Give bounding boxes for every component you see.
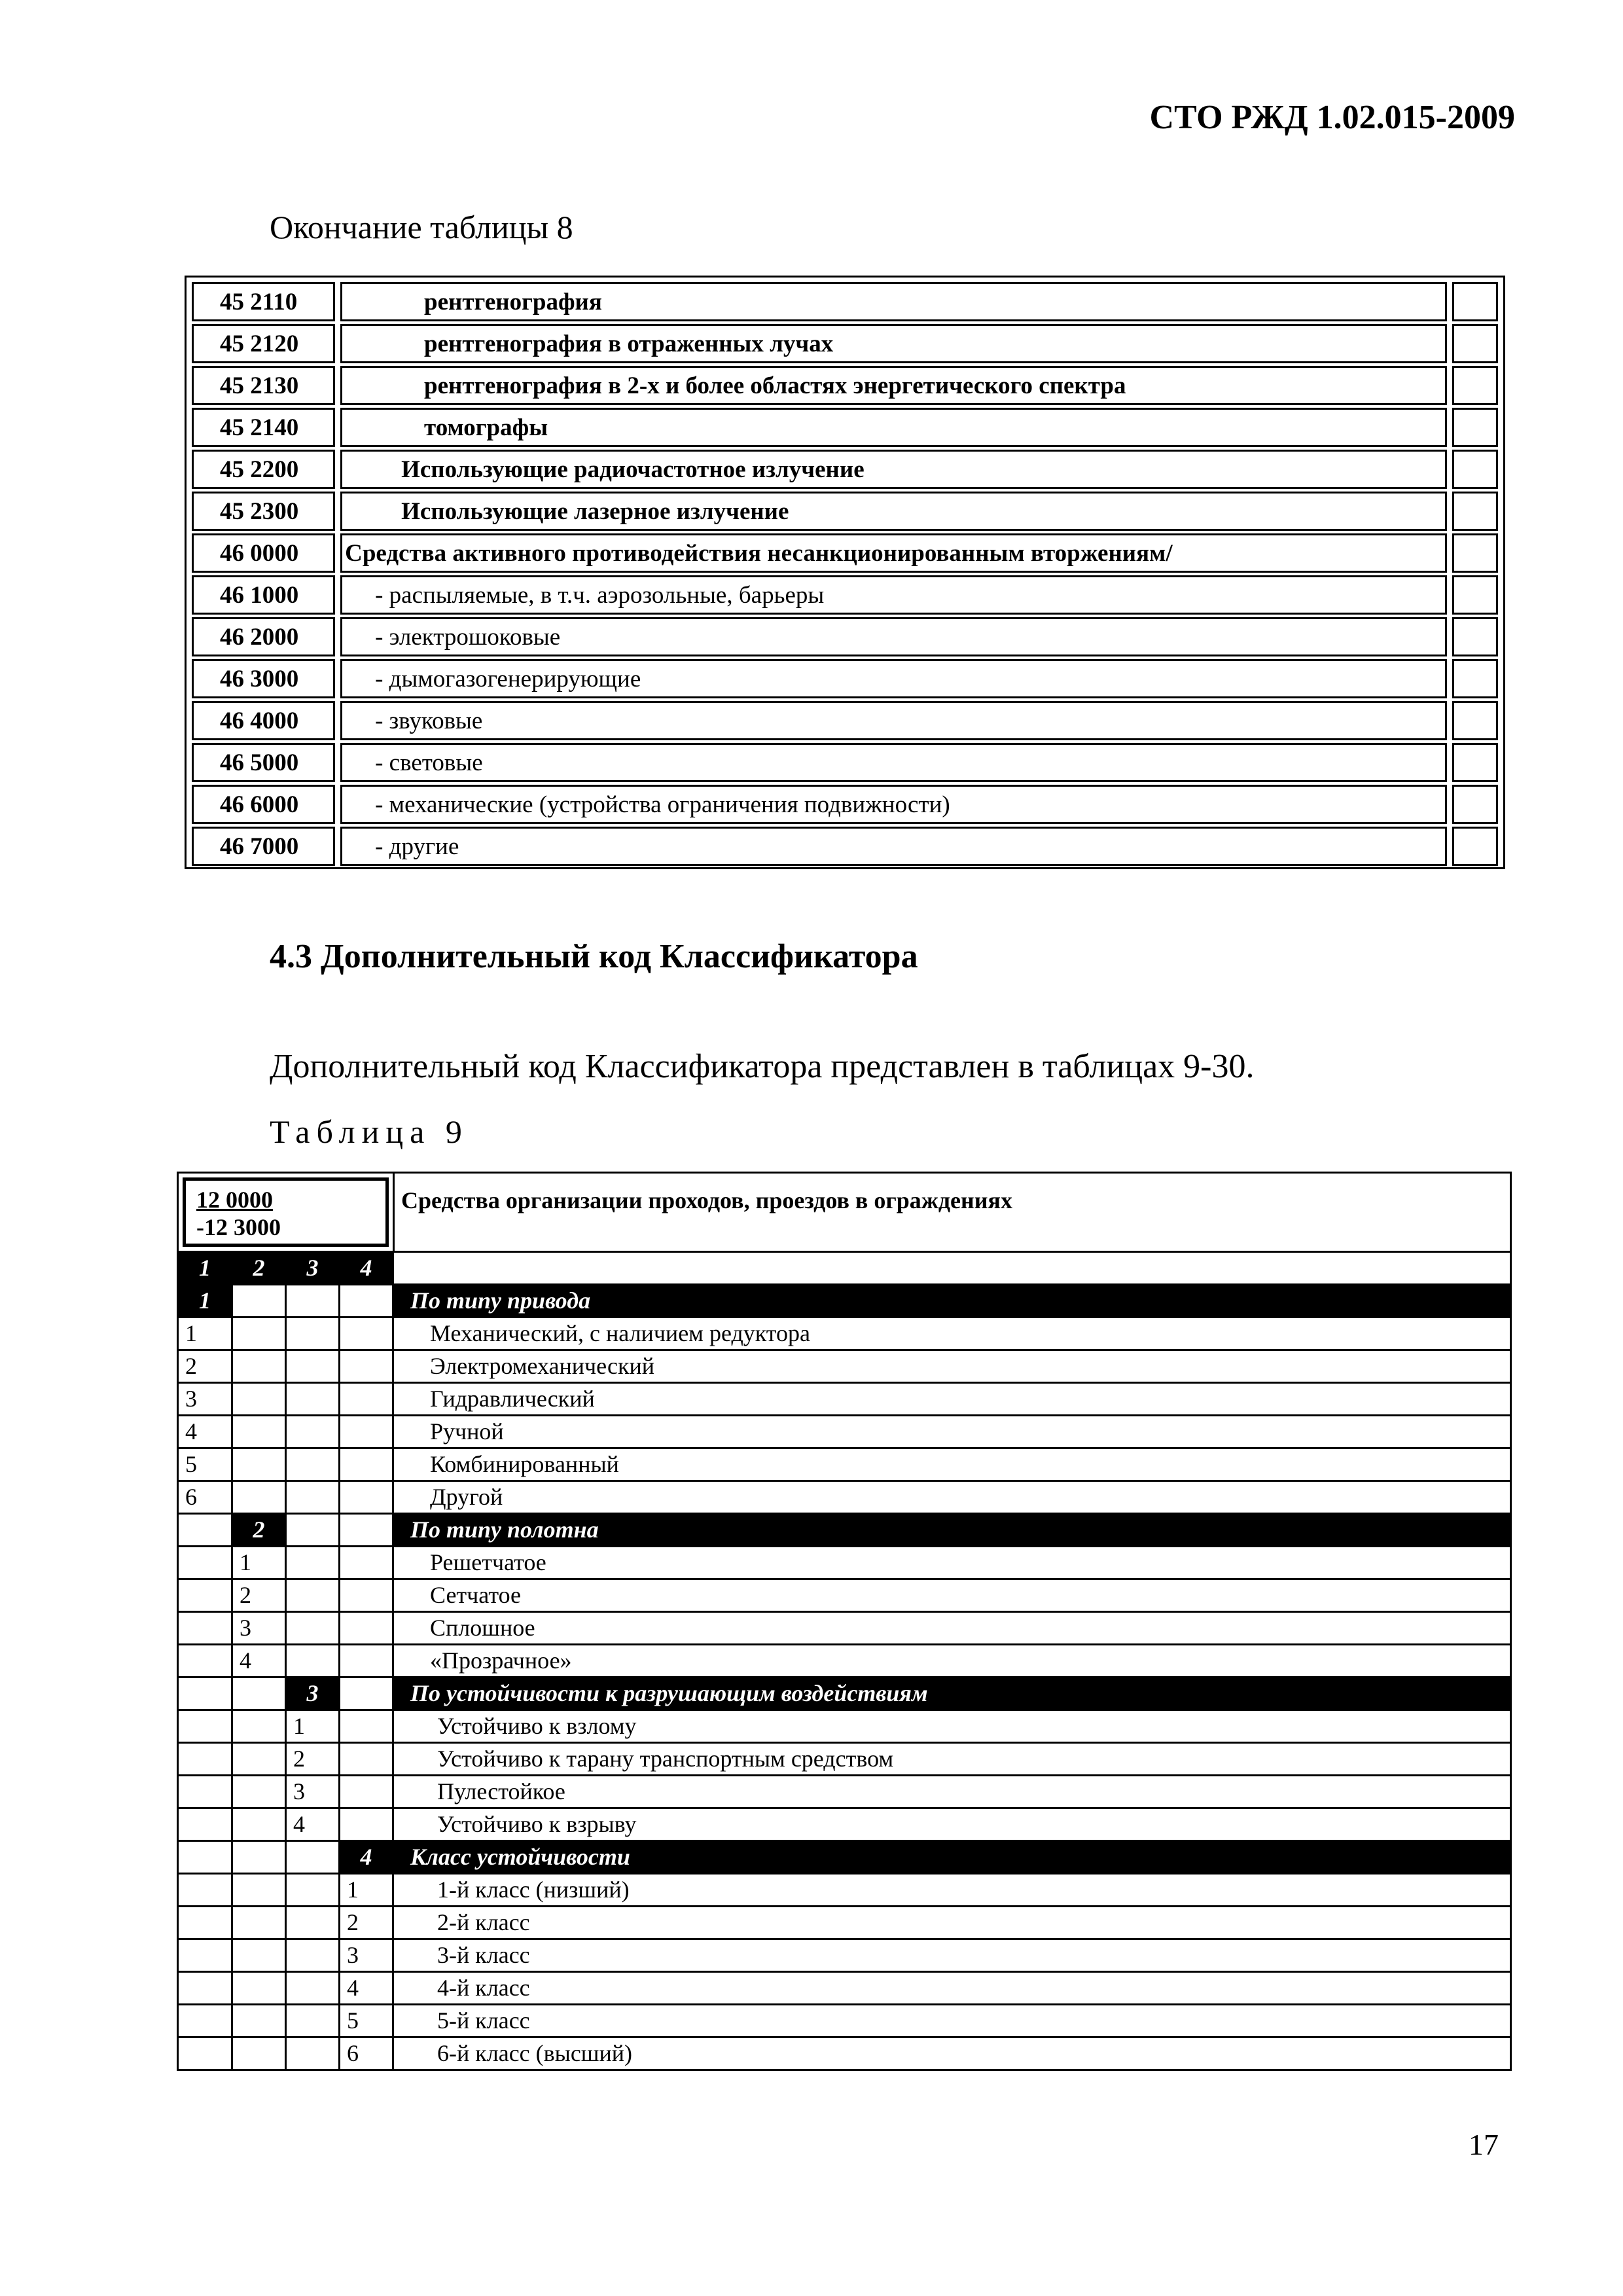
- row-empty-cell: [1452, 575, 1498, 615]
- row-name: - распыляемые, в т.ч. аэрозольные, барьеры: [340, 575, 1447, 615]
- empty-cell: [233, 1678, 287, 1711]
- empty-cell: [177, 1645, 233, 1678]
- item-text: Пулестойкое: [394, 1776, 1512, 1809]
- table-row: [189, 365, 1501, 406]
- row-name: - световые: [340, 743, 1447, 782]
- empty-cell: [287, 1416, 340, 1449]
- row-code: 46 7000: [192, 827, 335, 866]
- item-text: Другой: [394, 1482, 1512, 1515]
- empty-cell: [287, 1449, 340, 1482]
- column-header: 2: [233, 1253, 287, 1285]
- table9: [177, 1172, 1512, 2071]
- empty-cell: [177, 1940, 233, 1973]
- empty-cell: [177, 1678, 233, 1711]
- item-text: Устойчиво к тарану транспортным средством: [394, 1744, 1512, 1776]
- item-text: 1-й класс (низший): [394, 1874, 1512, 1907]
- empty-cell: [177, 2038, 233, 2071]
- row-empty-cell: [1452, 659, 1498, 698]
- table8-caption: Окончание таблицы 8: [270, 209, 573, 245]
- table9-grid: [177, 1253, 1512, 2071]
- row-empty-cell: [1452, 492, 1498, 531]
- item-text: Комбинированный: [394, 1449, 1512, 1482]
- table8: [185, 276, 1505, 869]
- item-text: 6-й класс (высший): [394, 2038, 1512, 2071]
- empty-cell: [233, 2038, 287, 2071]
- empty-cell: [340, 1776, 394, 1809]
- empty-cell: [340, 1678, 394, 1711]
- table9-code-line2: -12 3000: [196, 1214, 281, 1240]
- row-code: 46 6000: [192, 785, 335, 824]
- empty-cell: [177, 2005, 233, 2038]
- row-empty-cell: [1452, 282, 1498, 321]
- empty-cell: [233, 1776, 287, 1809]
- item-text: 4-й класс: [394, 1973, 1512, 2005]
- empty-cell: [287, 2005, 340, 2038]
- section-paragraph: Дополнительный код Классификатора представлен в таблицах 9-30.: [270, 1048, 1255, 1085]
- empty-cell: [233, 1907, 287, 1940]
- empty-cell: [287, 1515, 340, 1547]
- row-code: 45 2110: [192, 282, 335, 321]
- column-header: 4: [340, 1253, 394, 1285]
- row-name: рентгенография: [340, 282, 1447, 321]
- empty-cell: [340, 1613, 394, 1645]
- empty-cell: [287, 1907, 340, 1940]
- item-text: Сетчатое: [394, 1580, 1512, 1613]
- empty-cell: [340, 1482, 394, 1515]
- row-empty-cell: [1452, 324, 1498, 363]
- column-header: 1: [177, 1253, 233, 1285]
- item-text: 2-й класс: [394, 1907, 1512, 1940]
- item-number: 4: [287, 1809, 340, 1842]
- empty-cell: [233, 1285, 287, 1318]
- empty-cell: [287, 1580, 340, 1613]
- empty-cell: [340, 1645, 394, 1678]
- row-code: 45 2200: [192, 450, 335, 489]
- row-empty-cell: [1452, 450, 1498, 489]
- group-title: Класс устойчивости: [394, 1842, 1512, 1874]
- row-name: Использующие радиочастотное излучение: [340, 450, 1447, 489]
- empty-cell: [177, 1515, 233, 1547]
- row-empty-cell: [1452, 408, 1498, 447]
- row-name: - механические (устройства ограничения подвижности): [340, 785, 1447, 824]
- row-name: - другие: [340, 827, 1447, 866]
- item-text: Устойчиво к взрыву: [394, 1809, 1512, 1842]
- empty-cell: [233, 1874, 287, 1907]
- row-code: 46 1000: [192, 575, 335, 615]
- item-number: 2: [287, 1744, 340, 1776]
- empty-cell: [340, 1580, 394, 1613]
- group-number: 3: [287, 1678, 340, 1711]
- item-number: 4: [340, 1973, 394, 2005]
- row-empty-cell: [1452, 617, 1498, 656]
- table-row: [189, 406, 1501, 448]
- row-code: 45 2120: [192, 324, 335, 363]
- empty-cell: [287, 1940, 340, 1973]
- empty-cell: [287, 1384, 340, 1416]
- empty-cell: [340, 1384, 394, 1416]
- item-text: Решетчатое: [394, 1547, 1512, 1580]
- group-title: По типу привода: [394, 1285, 1512, 1318]
- empty-cell: [177, 1907, 233, 1940]
- empty-cell: [287, 1973, 340, 2005]
- empty-cell: [233, 1384, 287, 1416]
- row-code: 46 3000: [192, 659, 335, 698]
- empty-cell: [177, 1842, 233, 1874]
- item-number: 2: [177, 1351, 233, 1384]
- row-empty-cell: [1452, 701, 1498, 740]
- item-number: 3: [287, 1776, 340, 1809]
- table-row: [189, 658, 1501, 700]
- row-name: Использующие лазерное излучение: [340, 492, 1447, 531]
- empty-cell: [233, 1351, 287, 1384]
- table9-caption: Таблица 9: [270, 1113, 469, 1150]
- table-row: [189, 616, 1501, 658]
- header-blank-cell: [394, 1253, 1512, 1285]
- item-number: 2: [233, 1580, 287, 1613]
- item-text: Гидравлический: [394, 1384, 1512, 1416]
- empty-cell: [233, 1416, 287, 1449]
- empty-cell: [340, 1285, 394, 1318]
- item-number: 3: [340, 1940, 394, 1973]
- item-text: Электромеханический: [394, 1351, 1512, 1384]
- empty-cell: [177, 1547, 233, 1580]
- item-text: «Прозрачное»: [394, 1645, 1512, 1678]
- table9-code-box: [179, 1174, 395, 1251]
- table-row: [189, 574, 1501, 616]
- row-empty-cell: [1452, 743, 1498, 782]
- empty-cell: [287, 1547, 340, 1580]
- empty-cell: [340, 1449, 394, 1482]
- table9-header: [177, 1172, 1512, 1253]
- empty-cell: [233, 1973, 287, 2005]
- empty-cell: [340, 1744, 394, 1776]
- item-text: Устойчиво к взлому: [394, 1711, 1512, 1744]
- empty-cell: [340, 1711, 394, 1744]
- page-number: 17: [1469, 2128, 1499, 2161]
- empty-cell: [287, 1874, 340, 1907]
- empty-cell: [177, 1744, 233, 1776]
- document-code: СТО РЖД 1.02.015-2009: [1149, 99, 1515, 136]
- empty-cell: [177, 1580, 233, 1613]
- item-number: 6: [177, 1482, 233, 1515]
- table-row: [189, 532, 1501, 574]
- table-row: [189, 783, 1501, 825]
- item-number: 3: [233, 1613, 287, 1645]
- empty-cell: [340, 1318, 394, 1351]
- row-name: томографы: [340, 408, 1447, 447]
- empty-cell: [177, 1711, 233, 1744]
- empty-cell: [233, 1449, 287, 1482]
- item-number: 4: [233, 1645, 287, 1678]
- row-name: рентгенография в отраженных лучах: [340, 324, 1447, 363]
- item-number: 2: [340, 1907, 394, 1940]
- item-number: 6: [340, 2038, 394, 2071]
- empty-cell: [177, 1809, 233, 1842]
- group-title: По типу полотна: [394, 1515, 1512, 1547]
- empty-cell: [287, 1645, 340, 1678]
- empty-cell: [287, 1482, 340, 1515]
- empty-cell: [233, 1482, 287, 1515]
- item-text: Механический, с наличием редуктора: [394, 1318, 1512, 1351]
- table-row: [189, 490, 1501, 532]
- item-number: 4: [177, 1416, 233, 1449]
- row-name: рентгенография в 2-х и более областях энергетического спектра: [340, 366, 1447, 405]
- empty-cell: [287, 2038, 340, 2071]
- empty-cell: [287, 1285, 340, 1318]
- empty-cell: [233, 1744, 287, 1776]
- empty-cell: [233, 1842, 287, 1874]
- empty-cell: [287, 1842, 340, 1874]
- row-code: 45 2130: [192, 366, 335, 405]
- empty-cell: [233, 2005, 287, 2038]
- item-number: 1: [287, 1711, 340, 1744]
- table9-code-line1: 12 0000: [196, 1187, 273, 1213]
- item-text: Ручной: [394, 1416, 1512, 1449]
- item-number: 5: [340, 2005, 394, 2038]
- table-row: [189, 742, 1501, 783]
- item-number: 1: [340, 1874, 394, 1907]
- group-number: 2: [233, 1515, 287, 1547]
- empty-cell: [177, 1973, 233, 2005]
- row-name: - звуковые: [340, 701, 1447, 740]
- row-code: 45 2300: [192, 492, 335, 531]
- group-number: 4: [340, 1842, 394, 1874]
- section-heading: 4.3 Дополнительный код Классификатора: [270, 938, 918, 975]
- item-number: 3: [177, 1384, 233, 1416]
- empty-cell: [287, 1613, 340, 1645]
- table9-title: Средства организации проходов, проездов в ограждениях: [401, 1187, 1012, 1213]
- empty-cell: [177, 1874, 233, 1907]
- row-code: 45 2140: [192, 408, 335, 447]
- row-code: 46 2000: [192, 617, 335, 656]
- item-number: 1: [233, 1547, 287, 1580]
- item-number: 5: [177, 1449, 233, 1482]
- empty-cell: [233, 1940, 287, 1973]
- table-row: [189, 281, 1501, 323]
- row-empty-cell: [1452, 366, 1498, 405]
- table-row: [189, 825, 1501, 867]
- row-name: - дымогазогенерирующие: [340, 659, 1447, 698]
- empty-cell: [287, 1318, 340, 1351]
- item-text: 5-й класс: [394, 2005, 1512, 2038]
- empty-cell: [233, 1318, 287, 1351]
- row-empty-cell: [1452, 785, 1498, 824]
- empty-cell: [287, 1351, 340, 1384]
- column-header: 3: [287, 1253, 340, 1285]
- empty-cell: [340, 1416, 394, 1449]
- empty-cell: [233, 1711, 287, 1744]
- empty-cell: [233, 1809, 287, 1842]
- empty-cell: [340, 1351, 394, 1384]
- row-empty-cell: [1452, 827, 1498, 866]
- empty-cell: [340, 1515, 394, 1547]
- row-name: - электрошоковые: [340, 617, 1447, 656]
- empty-cell: [340, 1809, 394, 1842]
- empty-cell: [177, 1613, 233, 1645]
- group-number: 1: [177, 1285, 233, 1318]
- empty-cell: [340, 1547, 394, 1580]
- empty-cell: [177, 1776, 233, 1809]
- item-text: Сплошное: [394, 1613, 1512, 1645]
- row-code: 46 5000: [192, 743, 335, 782]
- table-row: [189, 448, 1501, 490]
- table-row: [189, 700, 1501, 742]
- row-code: 46 4000: [192, 701, 335, 740]
- row-empty-cell: [1452, 533, 1498, 573]
- item-text: 3-й класс: [394, 1940, 1512, 1973]
- table-row: [189, 323, 1501, 365]
- row-code: 46 0000: [192, 533, 335, 573]
- group-title: По устойчивости к разрушающим воздействиям: [394, 1678, 1512, 1711]
- row-name: Средства активного противодействия несанкционированным вторжениям/: [340, 533, 1447, 573]
- item-number: 1: [177, 1318, 233, 1351]
